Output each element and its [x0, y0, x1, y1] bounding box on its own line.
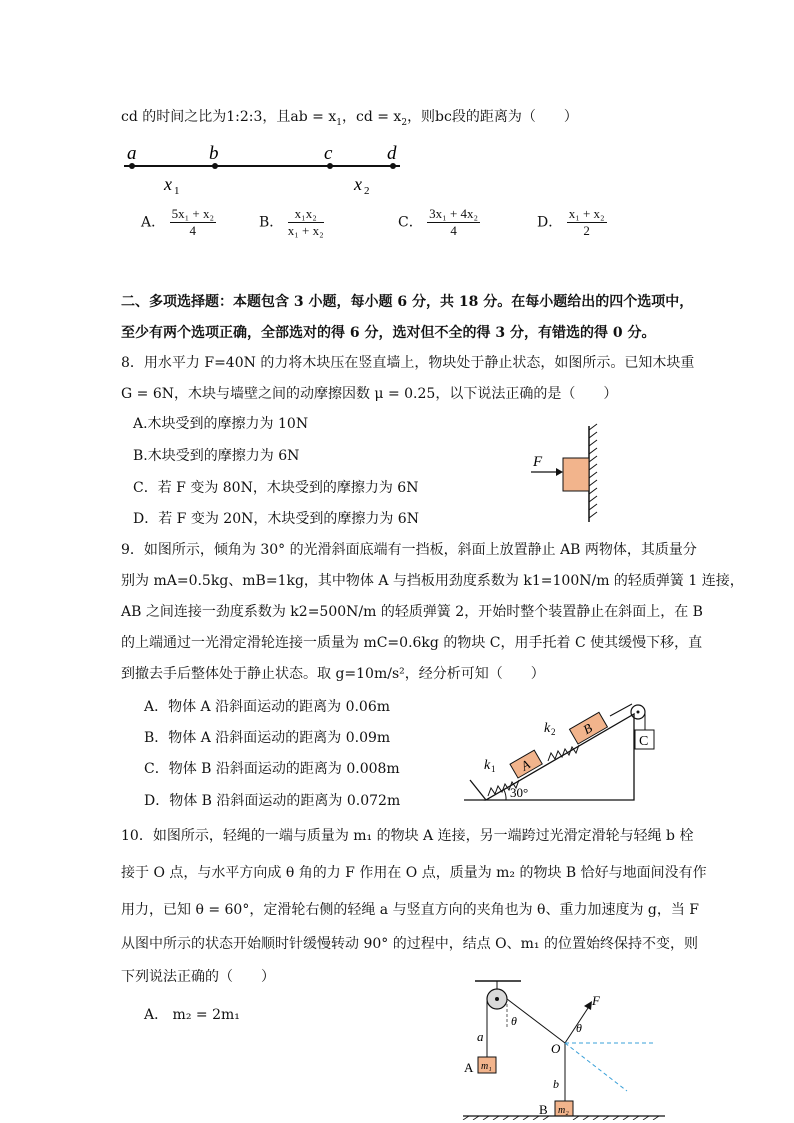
- m2-label: m₂: [558, 1105, 569, 1116]
- x1-sub: 1: [174, 185, 180, 197]
- rope-a-label: a: [477, 1029, 484, 1044]
- incline-triangle: [486, 714, 634, 800]
- wall-hatching: [589, 424, 597, 518]
- spring-2: [548, 745, 579, 761]
- q7-segment-figure: [118, 140, 418, 200]
- x2-sub: 2: [364, 185, 370, 197]
- q9-option-c[interactable]: C．物体 B 沿斜面运动的距离为 0.008m: [144, 761, 400, 777]
- q9-option-d[interactable]: D．物体 B 沿斜面运动的距离为 0.072m: [144, 793, 401, 809]
- q9-stem-line3: AB 之间连接一劲度系数为 k2=500N/m 的轻质弹簧 2，开始时整个装置静止在斜面上，在 B: [121, 604, 703, 620]
- q7-option-b[interactable]: B． $\frac{\text{x₁x₂}}{\text{x₁ + x₂}}$: [259, 206, 324, 238]
- q10-stem-line4: 从图中所示的状态开始顺时针缓慢转动 90° 的过程中，结点 O、m₁ 的位置始终保持不变，则: [121, 936, 698, 952]
- q7-stem: cd 的时间之比为1:2:3，且ab = $x_1$，cd = $x_2$，则bc段的距离为（ ）: [121, 109, 578, 128]
- force-f-label: F: [592, 993, 600, 1008]
- node-o-label: O: [551, 1041, 561, 1056]
- point-c-label: c: [324, 143, 333, 164]
- q7-option-a[interactable]: A． $\frac{\text{5x₁ + x₂}}{4}$: [141, 206, 214, 238]
- q8-stem-line2: G = 6N，木块与墙壁之间的动摩擦因数 μ = 0.25，以下说法正确的是（ ）: [121, 386, 618, 402]
- section2-heading-line2: 至少有两个选项正确，全部选对的得 6 分，选对但不全的得 3 分，有错选的得 0 分。: [121, 325, 656, 341]
- block-b-label: B: [580, 720, 595, 738]
- q8-option-b[interactable]: B.木块受到的摩擦力为 6N: [133, 448, 300, 464]
- angle-arc: [504, 790, 506, 800]
- q10-stem-line1: 10．如图所示，轻绳的一端与质量为 m₁ 的物块 A 连接，另一端跨过光滑定滑轮与轻绳 b 栓: [121, 828, 694, 844]
- pulley-axle: [637, 711, 640, 714]
- x2-label: x: [354, 174, 362, 194]
- rope-b-label: b: [553, 1077, 559, 1091]
- q9-stem-line5: 到撤去手后整体处于静止状态。取 g=10m/s²，经分析可知（ ）: [121, 666, 545, 682]
- k1-label: k: [484, 758, 491, 773]
- rope-b-pulley: [610, 704, 632, 716]
- force-arrowhead: [556, 468, 563, 476]
- x1-label: x: [164, 174, 172, 194]
- q10-option-a[interactable]: A． m₂ = 2m₁: [144, 1007, 240, 1023]
- angle-label: 30°: [510, 785, 529, 800]
- q8-block-wall-figure: [525, 422, 605, 526]
- label-b: B: [539, 1102, 548, 1117]
- point-b-label: b: [209, 143, 219, 164]
- q8-option-d[interactable]: D．若 F 变为 20N，木块受到的摩擦力为 6N: [133, 511, 419, 527]
- q10-stem-line3: 用力，已知 θ = 60°，定滑轮右侧的轻绳 a 与竖直方向的夹角也为 θ、重力加速度为 g，当 F: [121, 902, 700, 918]
- q10-stem-line2: 接于 O 点，与水平方向成 θ 角的力 F 作用在 O 点，质量为 m₂ 的物块 B 恰好与地面间没有作: [121, 865, 707, 881]
- q9-option-a[interactable]: A．物体 A 沿斜面运动的距离为 0.06m: [144, 699, 391, 715]
- point-a-label: a: [127, 143, 137, 164]
- q9-stem-line1: 9．如图所示，倾角为 30° 的光滑斜面底端有一挡板，斜面上放置静止 AB 两物体，其质量分: [121, 542, 697, 558]
- theta-2-label: θ: [576, 1021, 582, 1035]
- point-d-label: d: [387, 143, 397, 164]
- rotated-dash-blue: [565, 1043, 627, 1091]
- q10-pulley-figure: [455, 975, 680, 1120]
- q9-stem-line4: 的上端通过一光滑定滑轮连接一质量为 mC=0.6kg 的物块 C，用手托着 C 使其缓慢下移，直: [121, 635, 703, 651]
- label-a: A: [464, 1060, 474, 1075]
- q7-option-d[interactable]: D． $\frac{\text{x₁ + x₂}}{2}$: [537, 206, 605, 238]
- k2-label: k: [544, 721, 551, 736]
- k2-sub: 2: [551, 727, 556, 737]
- wooden-block: [563, 458, 589, 491]
- bottom-stopper: [470, 780, 486, 800]
- k1-sub: 1: [491, 764, 496, 774]
- block-a-label: A: [518, 756, 533, 774]
- q8-option-a[interactable]: A.木块受到的摩擦力为 10N: [133, 416, 309, 432]
- q8-option-c[interactable]: C．若 F 变为 80N，木块受到的摩擦力为 6N: [133, 480, 419, 496]
- force-label: F: [533, 454, 543, 470]
- theta-1-label: θ: [511, 1014, 517, 1028]
- m1-label: m₁: [481, 1061, 492, 1072]
- q7-option-c[interactable]: C． $\frac{\text{3x₁ + 4x₂}}{4}$: [398, 206, 479, 238]
- q8-stem-line1: 8．用水平力 F=40N 的力将木块压在竖直墙上，物块处于静止状态，如图所示。已知木块重: [121, 355, 695, 371]
- pulley-axle: [495, 997, 499, 1001]
- block-c-label: C: [639, 734, 649, 749]
- q10-stem-line5: 下列说法正确的（ ）: [121, 969, 275, 985]
- q9-stem-line2: 别为 mA=0.5kg、mB=1kg，其中物体 A 与挡板用劲度系数为 k1=100N/m 的轻质弹簧 1 连接，: [121, 573, 744, 589]
- q9-option-b[interactable]: B．物体 A 沿斜面运动的距离为 0.09m: [144, 730, 391, 746]
- section2-heading-line1: 二、多项选择题：本题包含 3 小题，每小题 6 分，共 18 分。在每小题给出的四个选项中，: [121, 294, 694, 310]
- q9-incline-figure: [462, 690, 662, 805]
